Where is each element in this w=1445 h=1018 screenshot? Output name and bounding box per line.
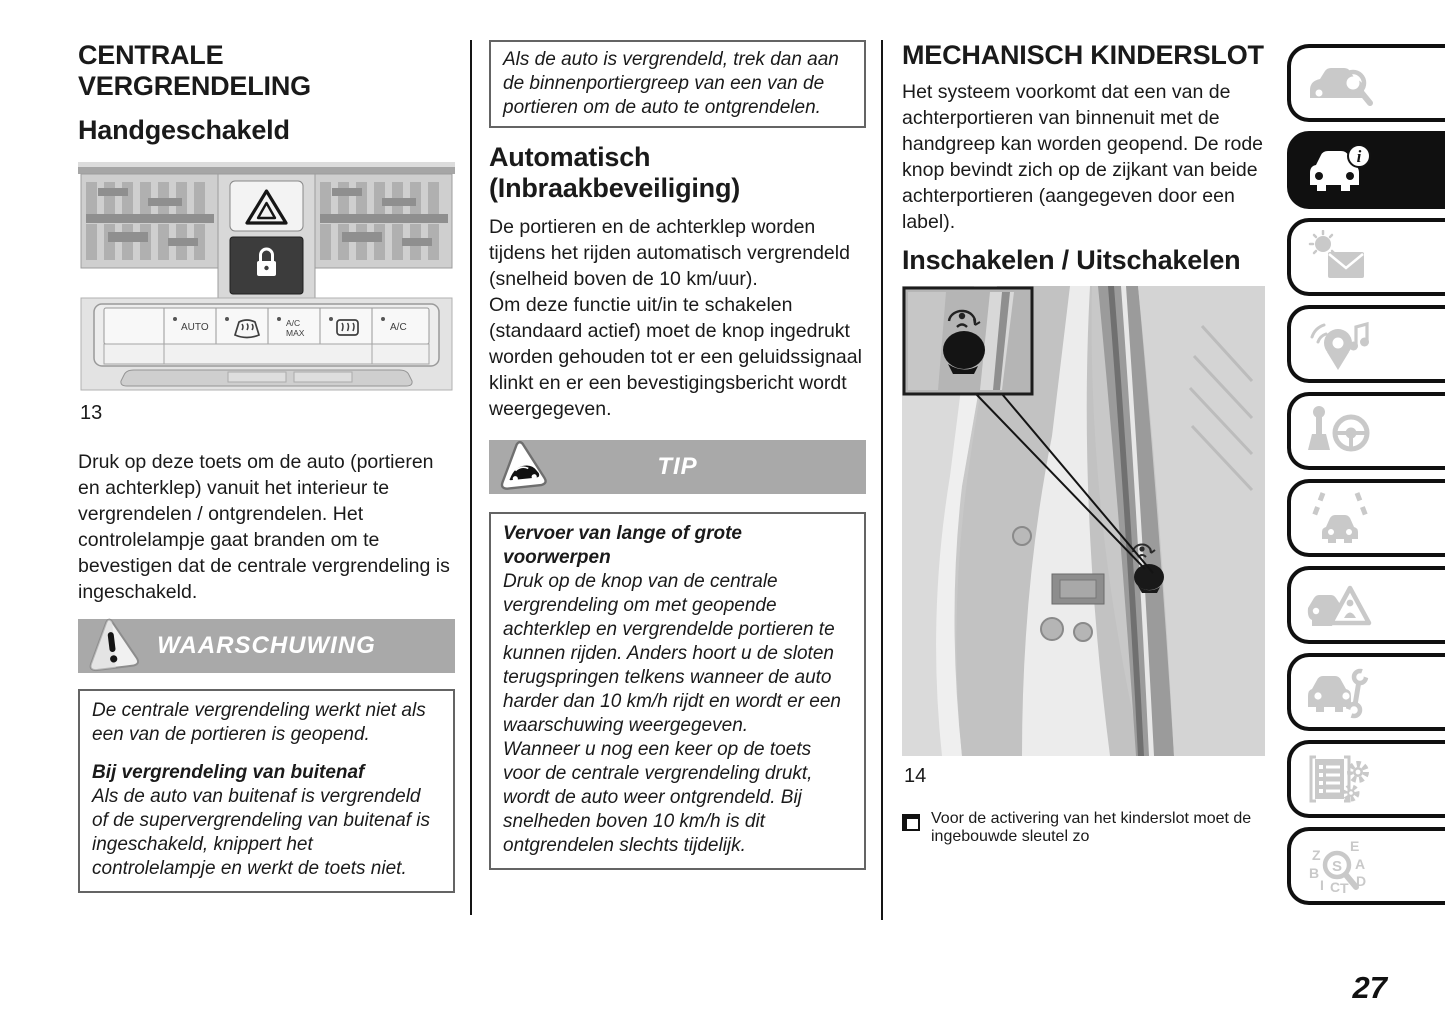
warning-banner-title: WAARSCHUWING xyxy=(157,632,376,659)
warning-note-heading: Bij vergrendeling van buitenaf xyxy=(92,762,365,783)
central-locking-paragraph: Druk op deze toets om de auto (portieren en achterklep) vanuit het interieur te vergrendelen / ontgrendelen. Het controlelampje gaat branden om te bevestigen dat de centrale vergrendeling is ingeschakeld. xyxy=(78,451,450,603)
sidebar-tab-multimedia[interactable] xyxy=(1287,305,1445,383)
column-divider xyxy=(881,40,883,920)
sidebar-tab-getting-to-know[interactable] xyxy=(1287,44,1445,122)
tip-note-heading: Vervoer van lange of grote voorwerpen xyxy=(503,523,742,568)
column-middle xyxy=(489,40,866,870)
column-divider xyxy=(470,40,472,915)
svg-text:i: i xyxy=(1356,147,1362,166)
section-title-central-locking: CENTRALE VERGRENDELING xyxy=(78,40,311,101)
warning-note-text: Als de auto van buitenaf is vergrendeld of de supervergrendeling van buitenaf is ingeschakeld, knippert het controlelampje en werkt de toets niet. xyxy=(92,786,431,879)
tip-car-triangle-icon xyxy=(496,439,548,495)
automatic-paragraph-2: Om deze functie uit/in te schakelen (standaard actief) moet de knop ingedrukt worden gehouden tot er een geluidssignaal klinkt en er een bevestigingsbericht wordt weergegeven. xyxy=(489,294,862,420)
sidebar-tab-technical-data[interactable] xyxy=(1287,740,1445,818)
tip-note-text: Druk op de knop van de centrale vergrendeling om met geopende achterklep en vergrendelde portieren te kunnen rijden. Anders hoort u de sloten terugspringen telkens wanneer de auto harder dan 10 km/h rijdt en wordt er een waarschuwing weergegeven. xyxy=(503,571,841,736)
car-wrench-icon xyxy=(1306,665,1374,719)
section-title-child-lock: MECHANISCH KINDERSLOT xyxy=(902,40,1264,70)
svg-text:E: E xyxy=(1350,838,1360,854)
subsection-title-enable-disable: Inschakelen / Uitschakelen xyxy=(902,245,1241,275)
list-gears-icon xyxy=(1306,752,1374,806)
figure-dashboard-controls xyxy=(78,158,455,398)
subsection-title-manual-gearbox: Handgeschakeld xyxy=(78,115,290,145)
svg-text:S: S xyxy=(1332,858,1343,875)
svg-text:C: C xyxy=(1330,879,1341,894)
tip-note-text: Wanneer u nog een keer op de toets voor de centrale vergrendeling drukt, wordt de auto weer ontgrendeld. Bij snelheden boven 10 km/h is dit ontgrendelen slechts tijdelijk. xyxy=(503,739,813,856)
figure-caption-13: 13 xyxy=(80,402,103,424)
list-item xyxy=(902,810,1268,846)
tip-banner-title: TIP xyxy=(657,453,698,480)
car-warning-triangle-icon xyxy=(1306,578,1374,632)
list-item-text: Voor de activering van het kinderslot moet de ingebouwde sleutel zo xyxy=(931,810,1252,845)
car-info-icon xyxy=(1306,143,1374,197)
unlock-note-text: Als de auto is vergrendeld, trek dan aan de binnenportiergreep van een van de portieren om de auto te ontgrendelen. xyxy=(503,49,839,118)
car-search-icon xyxy=(1306,56,1374,110)
sun-envelope-icon xyxy=(1306,230,1374,284)
sidebar-tab-warning-lights[interactable] xyxy=(1287,218,1445,296)
figure-caption-14: 14 xyxy=(904,765,927,787)
svg-text:A: A xyxy=(1355,856,1366,872)
square-bullet-icon xyxy=(902,814,920,831)
sidebar-tab-maintenance[interactable] xyxy=(1287,653,1445,731)
sidebar-tab-driving[interactable] xyxy=(1287,479,1445,557)
media-location-icon xyxy=(1306,317,1374,371)
warning-banner xyxy=(78,619,455,673)
figure-child-lock-door xyxy=(902,286,1268,761)
subsection-title-automatic: Automatisch (Inbraakbeveiliging) xyxy=(489,142,741,203)
car-lane-icon xyxy=(1306,491,1374,545)
unlock-note-box xyxy=(489,40,866,128)
letters-search-icon xyxy=(1306,838,1374,894)
automatic-paragraph-1: De portieren en de achterklep worden tijdens het rijden automatisch vergrendeld (snelheid boven de 10 km/uur). xyxy=(489,216,850,290)
svg-text:Z: Z xyxy=(1312,847,1321,863)
warning-triangle-icon xyxy=(85,617,139,675)
section-tab-bar xyxy=(1287,44,1445,914)
ac-max-button-label-line2: MAX xyxy=(286,328,305,338)
child-lock-paragraph: Het systeem voorkomt dat een van de achterportieren van binnenuit met de handgreep kan worden geopend. De rode knop bevindt zich op de zijkant van beide achterportieren (aangegeven door een label). xyxy=(902,81,1264,233)
column-left xyxy=(78,40,455,893)
sidebar-tab-index[interactable] xyxy=(1287,827,1445,905)
warning-note-box xyxy=(78,689,455,893)
auto-button-label: AUTO xyxy=(181,322,209,333)
sidebar-tab-emergency[interactable] xyxy=(1287,566,1445,644)
gearshift-steering-icon xyxy=(1306,404,1374,458)
svg-text:T: T xyxy=(1340,880,1349,894)
sidebar-tab-starting-driving[interactable] xyxy=(1287,392,1445,470)
column-right xyxy=(902,40,1268,846)
svg-text:B: B xyxy=(1309,865,1320,881)
svg-text:D: D xyxy=(1356,873,1367,889)
warning-note-text: De centrale vergrendeling werkt niet als een van de portieren is geopend. xyxy=(92,700,426,745)
svg-text:I: I xyxy=(1320,877,1324,893)
sidebar-tab-vehicle-info[interactable] xyxy=(1287,131,1445,209)
tip-note-box xyxy=(489,512,866,870)
page-number: 27 xyxy=(1352,970,1387,1005)
tip-banner xyxy=(489,440,866,494)
ac-max-button-label-line1: A/C xyxy=(286,318,301,328)
ac-button-label: A/C xyxy=(390,322,407,333)
